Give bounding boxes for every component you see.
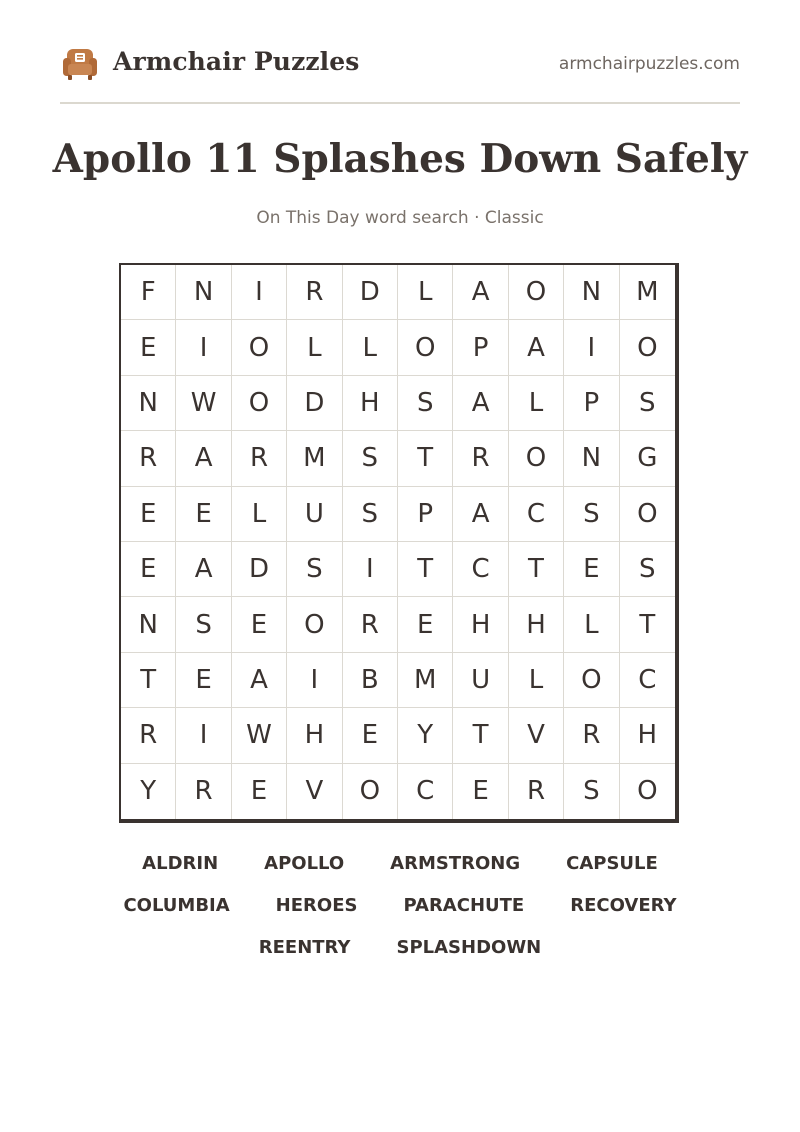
page-subtitle: On This Day word search · Classic [256,208,544,228]
grid-cell: P [564,376,619,431]
grid-cell: D [232,542,287,597]
word-list-item: RECOVERY [570,895,677,916]
grid-cell: N [564,265,619,320]
grid-cell: L [509,376,564,431]
grid-cell: V [509,708,564,763]
grid-cell: O [509,265,564,320]
grid-cell: O [620,487,675,542]
grid-cell: C [453,542,508,597]
grid-cell: L [287,320,342,375]
word-list-item: CAPSULE [566,853,658,874]
grid-cell: E [176,487,231,542]
grid-cell: C [509,487,564,542]
grid-cell: S [287,542,342,597]
grid-cell: M [398,653,453,708]
grid-cell: R [121,708,176,763]
letter-grid [119,263,679,823]
grid-cell: L [343,320,398,375]
word-list-item: REENTRY [258,937,351,958]
grid-cell: S [398,376,453,431]
grid-cell: I [176,320,231,375]
grid-cell: S [564,764,619,819]
grid-cell: E [343,708,398,763]
grid-cell: O [232,376,287,431]
grid-cell: E [121,320,176,375]
grid-cell: P [398,487,453,542]
word-list-item: ARMSTRONG [390,853,521,874]
grid-cell: O [398,320,453,375]
grid-cell: Y [398,708,453,763]
armchair-icon [62,46,98,82]
grid-cell: A [453,487,508,542]
grid-cell: O [343,764,398,819]
grid-cell: R [453,431,508,486]
grid-cell: S [176,597,231,652]
grid-cell: A [453,265,508,320]
word-list-item: ALDRIN [142,853,219,874]
grid-cell: E [121,542,176,597]
site-url[interactable]: armchairpuzzles.com [558,54,740,74]
grid-cell: I [176,708,231,763]
grid-cell: R [509,764,564,819]
grid-cell: E [121,487,176,542]
grid-cell: S [343,431,398,486]
grid-cell: U [287,487,342,542]
grid-cell: D [287,376,342,431]
grid-cell: D [343,265,398,320]
grid-cell: T [121,653,176,708]
grid-cell: O [287,597,342,652]
grid-cell: P [453,320,508,375]
grid-cell: E [232,764,287,819]
page-title: Apollo 11 Splashes Down Safely [52,136,748,182]
grid-cell: W [176,376,231,431]
grid-cell: E [398,597,453,652]
brand-name: Armchair Puzzles [113,47,360,76]
grid-cell: B [343,653,398,708]
grid-cell: G [620,431,675,486]
grid-cell: O [232,320,287,375]
word-list-item: COLUMBIA [123,895,230,916]
grid-cell: S [620,376,675,431]
word-list-item: PARACHUTE [403,895,525,916]
grid-cell: R [287,265,342,320]
grid-cell: M [620,265,675,320]
grid-cell: I [343,542,398,597]
grid-cell: N [176,265,231,320]
grid-cell: N [564,431,619,486]
grid-cell: S [564,487,619,542]
grid-cell: E [232,597,287,652]
header-divider [60,102,740,104]
word-list [100,852,700,960]
grid-cell: A [453,376,508,431]
grid-cell: C [398,764,453,819]
grid-cell: E [176,653,231,708]
word-list-item: HEROES [275,895,358,916]
grid-cell: N [121,376,176,431]
grid-cell: R [121,431,176,486]
grid-cell: N [121,597,176,652]
grid-cell: O [509,431,564,486]
grid-cell: R [232,431,287,486]
grid-cell: S [620,542,675,597]
grid-cell: R [176,764,231,819]
grid-cell: S [343,487,398,542]
grid-cell: T [398,431,453,486]
grid-cell: O [564,653,619,708]
grid-cell: W [232,708,287,763]
grid-cell: L [564,597,619,652]
grid-cell: H [343,376,398,431]
grid-cell: A [176,542,231,597]
grid-cell: H [620,708,675,763]
grid-cell: L [509,653,564,708]
word-list-item: APOLLO [264,853,345,874]
grid-cell: F [121,265,176,320]
grid-cell: T [620,597,675,652]
grid-cell: A [509,320,564,375]
grid-cell: R [343,597,398,652]
grid-cell: T [509,542,564,597]
grid-cell: O [637,776,658,807]
grid-cell: I [287,653,342,708]
grid-cell: H [453,597,508,652]
grid-cell: L [398,265,453,320]
word-list-item: SPLASHDOWN [396,937,542,958]
grid-cell: C [620,653,675,708]
grid-cell: A [176,431,231,486]
grid-cell: T [398,542,453,597]
grid-cell: E [453,764,508,819]
grid-cell: V [287,764,342,819]
grid-cell: R [564,708,619,763]
grid-cell: L [232,487,287,542]
grid-cell: A [232,653,287,708]
grid-cell: I [232,265,287,320]
grid-cell: T [453,708,508,763]
grid-cell: H [509,597,564,652]
grid-cell: E [564,542,619,597]
grid-cell: Y [121,764,176,819]
grid-cell: H [287,708,342,763]
grid-cell: U [453,653,508,708]
header [60,40,740,88]
grid-cell: I [564,320,619,375]
grid-cell: M [287,431,342,486]
grid-cell: O [620,320,675,375]
